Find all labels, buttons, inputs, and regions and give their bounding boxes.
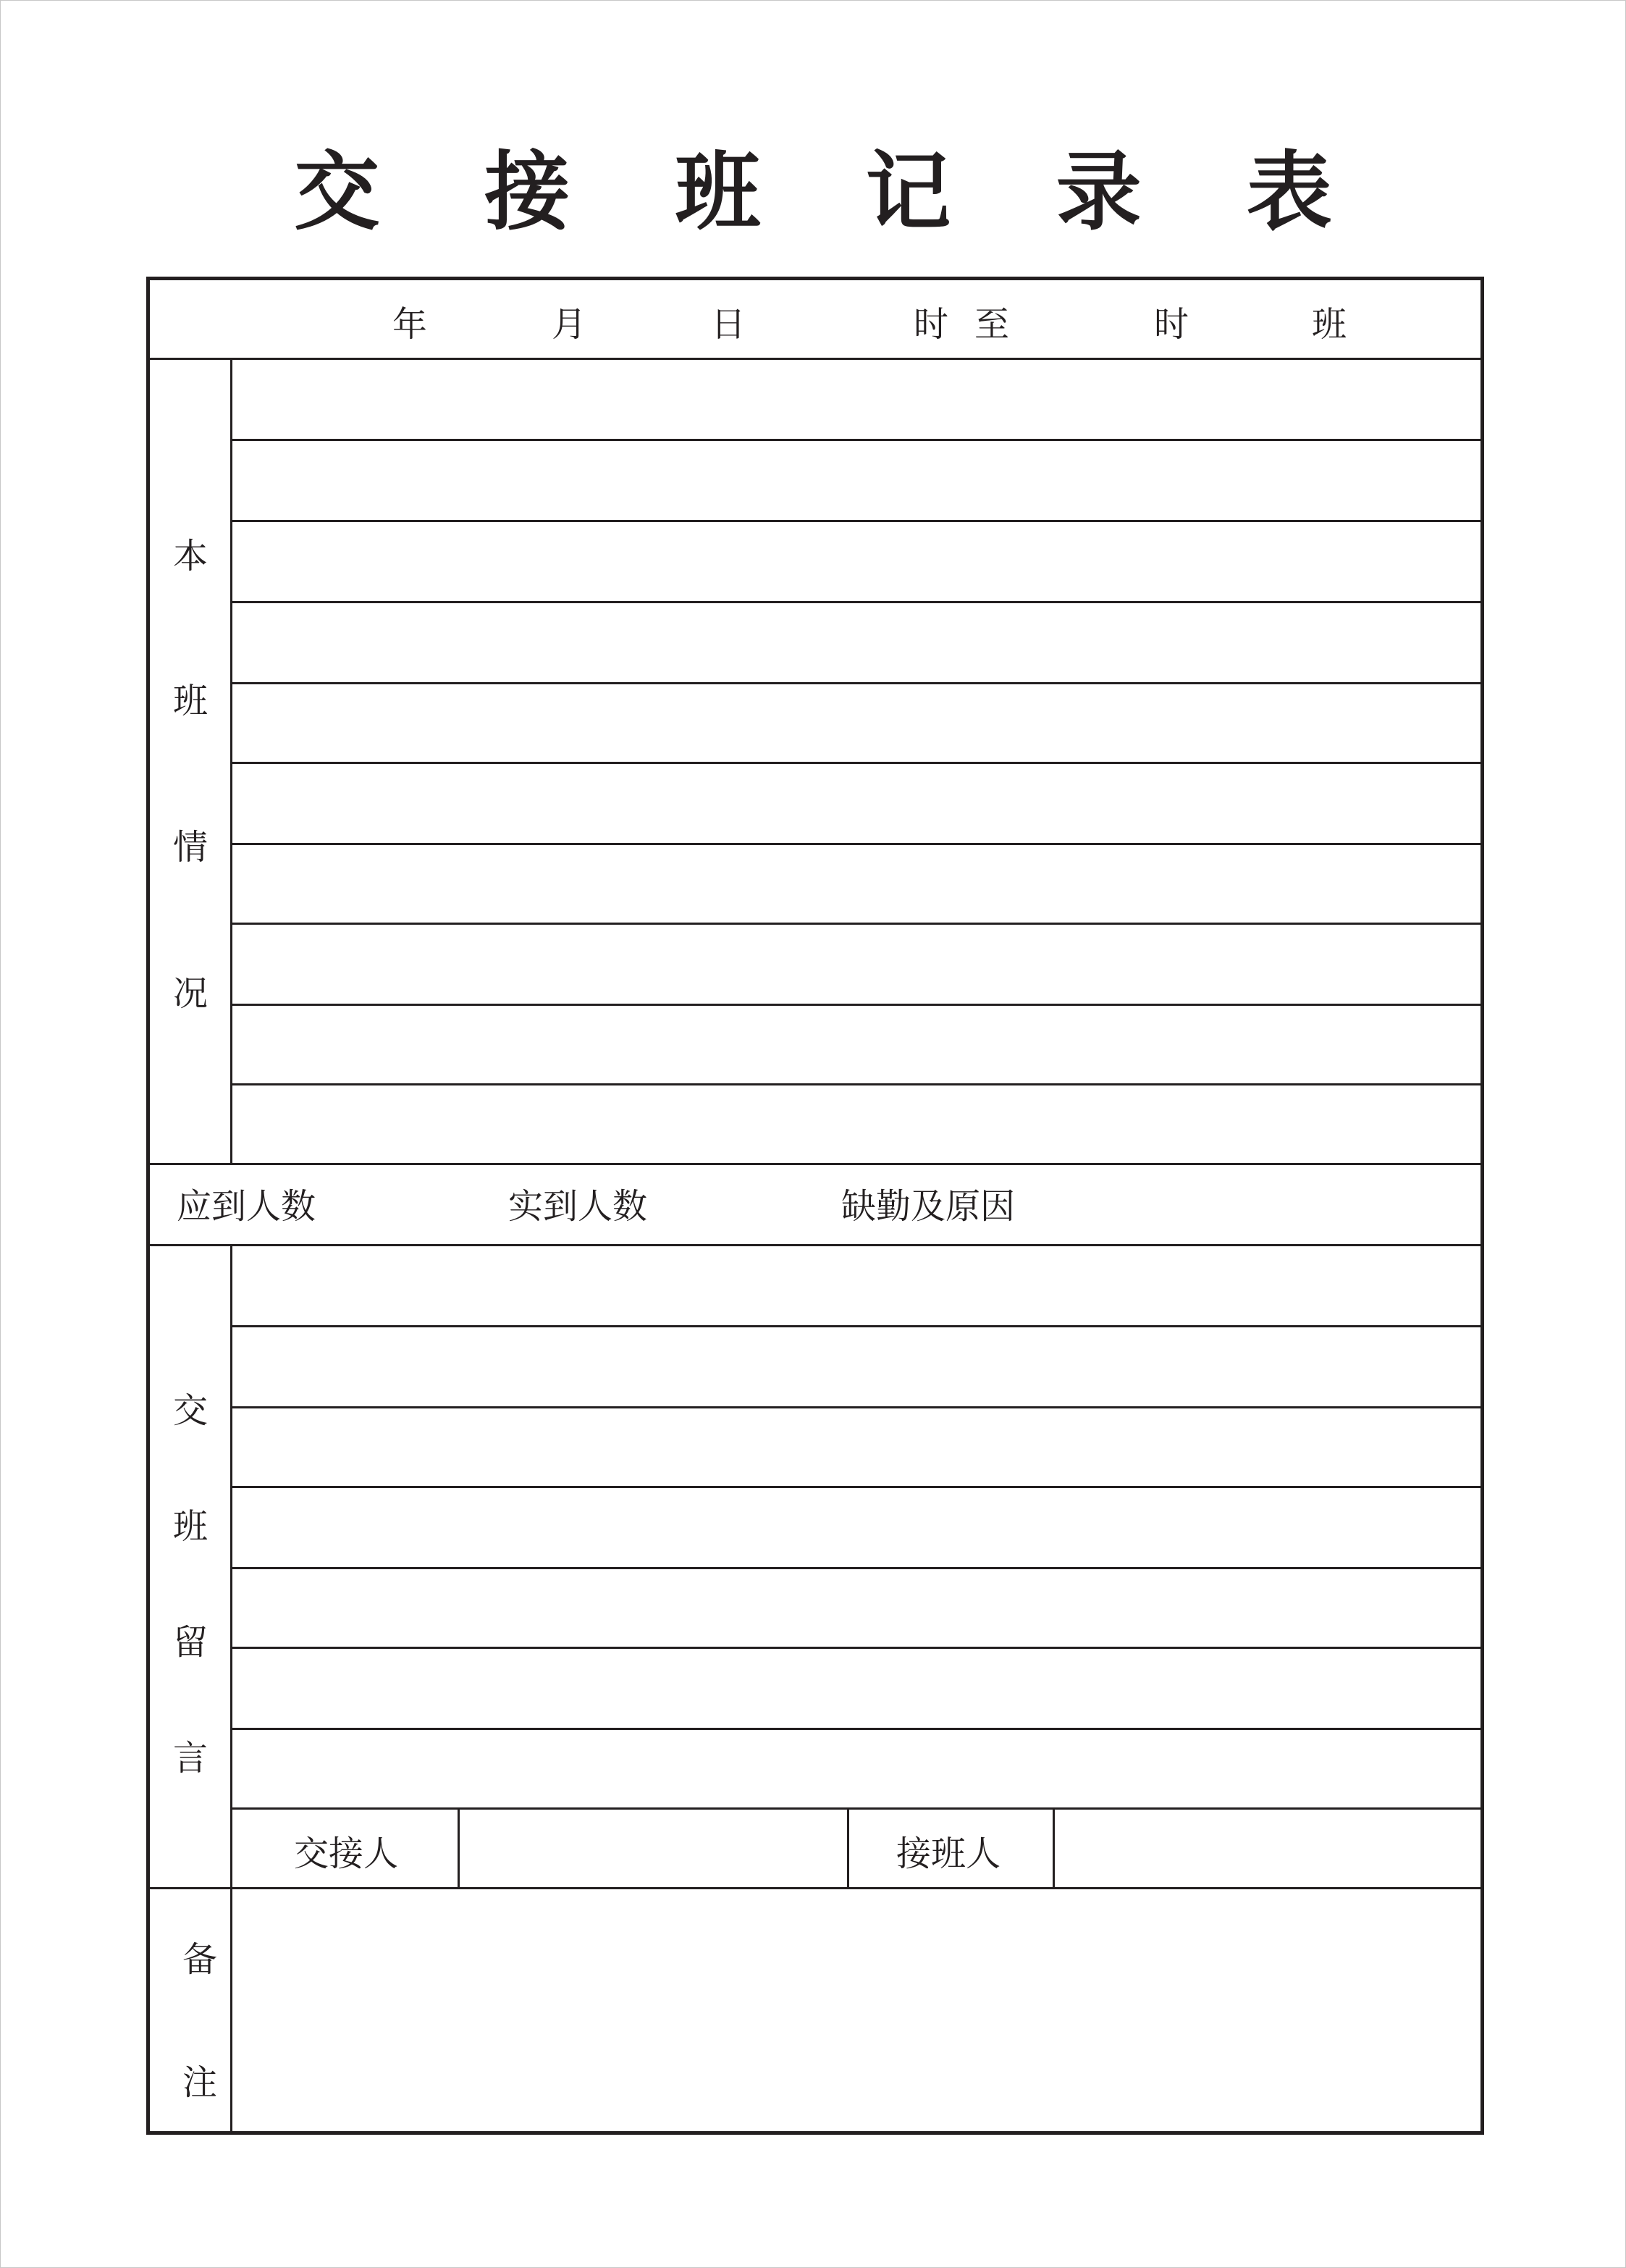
shift-situation-label-char: 况: [172, 973, 208, 1014]
handover-message-label-char: 班: [172, 1506, 208, 1547]
writing-line: [232, 1728, 1483, 1730]
expected-attendance-label: 应到人数: [177, 1186, 316, 1227]
handover-message-label-char: 言: [172, 1738, 208, 1778]
row-divider-header: [146, 358, 1484, 360]
signature-divider: [847, 1809, 849, 1889]
remarks-label-char: 备: [182, 1939, 217, 1980]
header-hour-from-label: 时: [914, 304, 949, 345]
writing-line: [232, 1486, 1483, 1488]
signature-divider: [458, 1809, 460, 1889]
header-hour-to-label: 时: [1154, 304, 1189, 345]
row-divider-attendance-top: [146, 1163, 1484, 1165]
shift-situation-label-char: 班: [172, 681, 208, 721]
writing-line: [232, 1807, 1483, 1810]
receiver-person-label: 接班人: [896, 1834, 1001, 1874]
label-column-divider-handover: [230, 1244, 232, 1889]
handover-message-label-char: 留: [172, 1622, 208, 1663]
remarks-label-char: 注: [182, 2062, 217, 2103]
writing-line: [232, 1004, 1483, 1006]
handover-person-label: 交接人: [294, 1834, 399, 1874]
label-column-divider-shift: [230, 358, 232, 1164]
writing-line: [232, 923, 1483, 925]
header-shift-label: 班: [1312, 304, 1347, 345]
row-divider-remarks-top: [146, 1887, 1484, 1889]
absence-reason-label: 缺勤及原因: [841, 1186, 1016, 1227]
handover-message-label-char: 交: [172, 1390, 208, 1431]
writing-line: [232, 843, 1483, 845]
writing-line: [232, 1083, 1483, 1085]
header-year-label: 年: [392, 304, 428, 345]
signature-divider: [1053, 1809, 1055, 1889]
shift-situation-label-char: 本: [172, 536, 208, 576]
writing-line: [232, 682, 1483, 684]
header-day-label: 日: [711, 304, 746, 345]
writing-line: [232, 1567, 1483, 1569]
writing-line: [232, 1325, 1483, 1327]
shift-situation-label-char: 情: [172, 827, 208, 868]
page-title: 交 接 班 记 录 表: [294, 141, 1370, 242]
writing-line: [232, 520, 1483, 522]
writing-line: [232, 439, 1483, 441]
actual-attendance-label: 实到人数: [508, 1186, 648, 1227]
writing-line: [232, 762, 1483, 764]
writing-line: [232, 1406, 1483, 1408]
header-to-label: 至: [974, 304, 1010, 345]
writing-line: [232, 1647, 1483, 1649]
header-month-label: 月: [552, 304, 587, 345]
writing-line: [232, 601, 1483, 603]
row-divider-attendance-bottom: [146, 1244, 1484, 1246]
